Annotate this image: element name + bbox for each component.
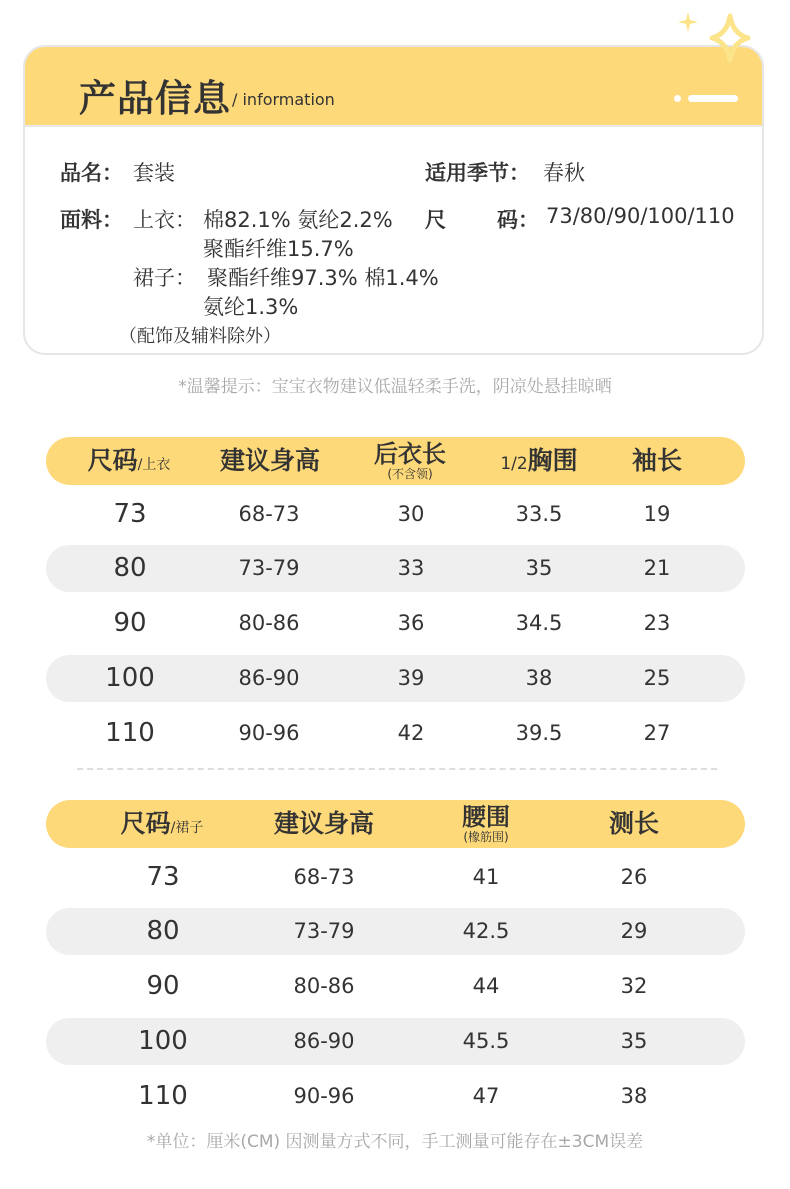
top-header-chest: [500, 437, 577, 485]
season-label: 适用季节：: [425, 161, 530, 185]
size-cell: 110: [138, 1081, 188, 1111]
size-cell: 100: [105, 663, 155, 693]
skirt-header-waist: [462, 800, 510, 848]
height-cell: 80-86: [238, 611, 300, 635]
size-cell: 73: [113, 499, 147, 529]
chest-cell: 33.5: [515, 502, 563, 526]
table-row: [46, 1018, 745, 1065]
sleeve-cell: 23: [643, 611, 671, 635]
waist-cell: 41: [472, 865, 500, 889]
back-length-cell: 36: [397, 611, 425, 635]
sleeve-cell: 27: [643, 721, 671, 745]
skirt-header-waist-label: 腰围: [462, 803, 510, 831]
season-value: 春秋: [543, 161, 585, 185]
size-cell: 90: [113, 608, 147, 638]
length-cell: 35: [620, 1029, 648, 1053]
top-header-sleeve: [632, 437, 682, 485]
size-label-part2: 码：: [497, 208, 539, 232]
table-row: [46, 655, 745, 702]
table-row: [46, 491, 745, 538]
top-table-header: [46, 437, 745, 485]
top-label: 上衣：: [133, 208, 196, 232]
name-label: 品名：: [60, 161, 123, 185]
top-header-size-label: 尺码: [87, 446, 138, 475]
height-cell: 90-96: [293, 1084, 355, 1108]
table-row: [46, 854, 745, 901]
skirt-fabric-line2: 氨纶1.3%: [203, 295, 299, 319]
size-range-value: 73/80/90/100/110: [546, 204, 735, 228]
height-cell: 86-90: [293, 1029, 355, 1053]
height-cell: 90-96: [238, 721, 300, 745]
back-length-cell: 42: [397, 721, 425, 745]
length-cell: 32: [620, 974, 648, 998]
height-cell: 68-73: [293, 865, 355, 889]
top-fabric-line2: 聚酯纤维15.7%: [203, 237, 354, 261]
size-cell: 80: [146, 916, 180, 946]
skirt-header-height-label: 建议身高: [273, 809, 375, 838]
skirt-label: 裙子：: [133, 266, 196, 290]
waist-cell: 42.5: [462, 919, 510, 943]
skirt-header-length: [609, 800, 659, 848]
table-row: [46, 710, 745, 757]
top-size-table: [46, 437, 745, 757]
table-row: [46, 963, 745, 1010]
section-divider: [77, 768, 717, 770]
exclude-note: （配饰及辅料除外）: [119, 326, 281, 347]
height-cell: 80-86: [293, 974, 355, 998]
table-row: [46, 1073, 745, 1120]
back-length-cell: 33: [397, 556, 425, 580]
height-cell: 73-79: [238, 556, 300, 580]
top-header-size-suffix: /上衣: [137, 457, 171, 473]
back-length-cell: 30: [397, 502, 425, 526]
top-fabric-line1: 棉82.1% 氨纶2.2%: [203, 208, 393, 232]
chest-cell: 39.5: [515, 721, 563, 745]
chest-cell: 38: [525, 666, 553, 690]
name-value: 套装: [133, 161, 175, 185]
sleeve-cell: 25: [643, 666, 671, 690]
top-header-chest-label: 胸围: [527, 446, 578, 475]
size-label-part1: 尺: [425, 208, 446, 232]
top-header-chest-prefix: 1/2: [500, 454, 528, 474]
height-cell: 86-90: [238, 666, 300, 690]
skirt-fabric-line1: 聚酯纤维97.3% 棉1.4%: [207, 266, 439, 290]
sleeve-cell: 21: [643, 556, 671, 580]
top-header-back-length: [374, 437, 446, 485]
table-row: [46, 908, 745, 955]
product-info-subtitle: / information: [232, 90, 335, 109]
decorative-dot: [674, 95, 681, 102]
table-row: [46, 600, 745, 647]
care-tip: *温馨提示：宝宝衣物建议低温轻柔手洗，阴凉处悬挂晾晒: [178, 377, 612, 397]
skirt-header-waist-note: (橡筋围): [463, 830, 509, 844]
skirt-header-size-label: 尺码: [120, 809, 171, 838]
sparkle-icon: [672, 6, 756, 70]
length-cell: 26: [620, 865, 648, 889]
size-cell: 90: [146, 971, 180, 1001]
waist-cell: 45.5: [462, 1029, 510, 1053]
table-row: [46, 545, 745, 592]
size-cell: 73: [146, 862, 180, 892]
size-cell: 110: [105, 718, 155, 748]
waist-cell: 44: [472, 974, 500, 998]
chest-cell: 34.5: [515, 611, 563, 635]
height-cell: 73-79: [293, 919, 355, 943]
top-header-back-length-label: 后衣长: [374, 440, 446, 468]
product-info-title: 产品信息: [79, 77, 231, 120]
back-length-cell: 39: [397, 666, 425, 690]
skirt-header-size: [121, 800, 204, 848]
skirt-header-length-label: 测长: [608, 809, 660, 838]
size-cell: 100: [138, 1026, 188, 1056]
decorative-bar: [688, 95, 738, 102]
top-header-height-label: 建议身高: [219, 446, 321, 475]
waist-cell: 47: [472, 1084, 500, 1108]
length-cell: 29: [620, 919, 648, 943]
product-info-header: [25, 47, 762, 127]
product-info-card: [23, 45, 764, 355]
height-cell: 68-73: [238, 502, 300, 526]
size-cell: 80: [113, 553, 147, 583]
skirt-table-header: [46, 800, 745, 848]
top-header-size: [88, 437, 171, 485]
top-header-sleeve-label: 袖长: [631, 446, 683, 475]
length-cell: 38: [620, 1084, 648, 1108]
sleeve-cell: 19: [643, 502, 671, 526]
skirt-size-table: [46, 800, 745, 1120]
top-header-height: [220, 437, 320, 485]
unit-note: *单位：厘米(CM) 因测量方式不同，手工测量可能存在±3CM误差: [146, 1132, 644, 1152]
chest-cell: 35: [525, 556, 553, 580]
skirt-header-size-suffix: /裙子: [170, 820, 204, 836]
skirt-header-height: [274, 800, 374, 848]
top-header-back-length-note: (不含领): [387, 467, 433, 481]
fabric-label: 面料：: [60, 208, 123, 232]
